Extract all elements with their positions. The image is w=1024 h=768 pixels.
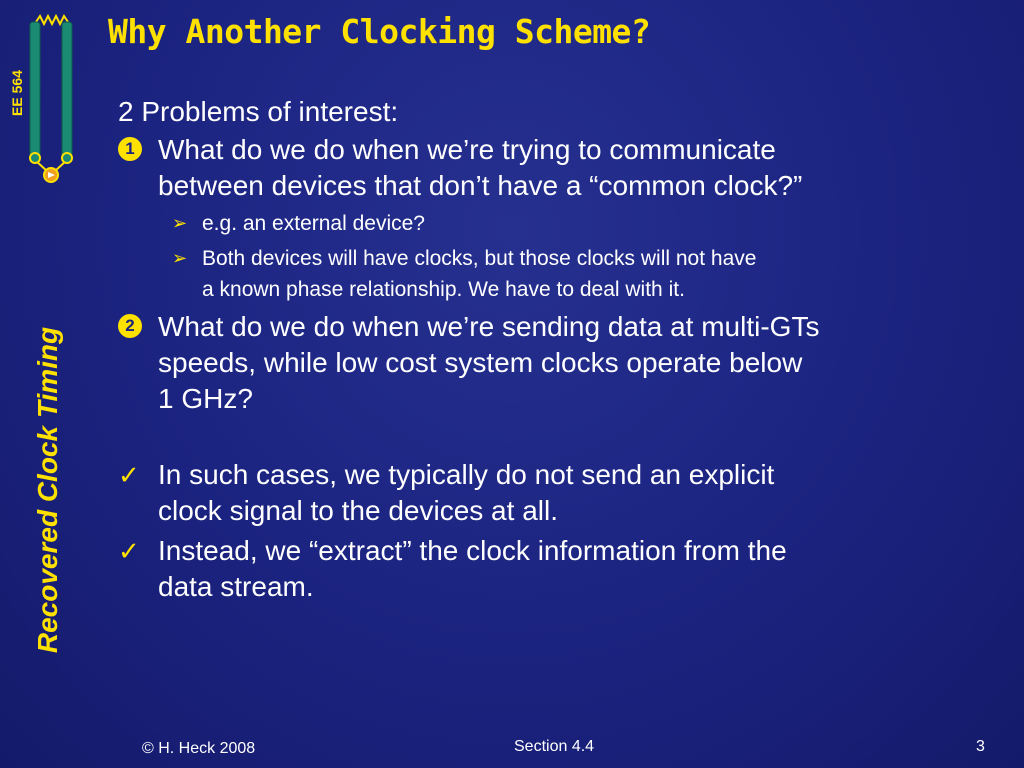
- transmission-line-logo-icon: [22, 10, 80, 190]
- circled-number-one-icon: 1: [118, 137, 142, 161]
- conclusion-text-line: Instead, we “extract” the clock information from the: [158, 535, 787, 566]
- footer-copyright: © H. Heck 2008: [142, 740, 256, 757]
- sub-item-text-line: Both devices will have clocks, but those clocks will not have: [202, 247, 757, 270]
- problem-text-line: What do we do when we’re sending data at multi-GTs: [158, 311, 820, 342]
- slide-title: Why Another Clocking Scheme?: [108, 12, 651, 51]
- arrow-bullet-icon: ➢: [172, 248, 188, 268]
- slide-body: [118, 94, 998, 605]
- page-number: 3: [976, 738, 985, 755]
- section-side-title: Recovered Clock Timing: [32, 326, 63, 654]
- problem-text-line: What do we do when we’re trying to communicate: [158, 134, 776, 165]
- conclusion-text-line: data stream.: [158, 571, 314, 602]
- problem-item: [118, 132, 998, 204]
- problem-item: [118, 309, 998, 417]
- checkmark-icon: ✓: [118, 460, 140, 490]
- spacer: [118, 417, 998, 457]
- footer-section: Section 4.4: [514, 738, 595, 755]
- sub-item-text-line: a known phase relationship. We have to deal with it.: [202, 278, 685, 301]
- circled-number-two-icon: 2: [118, 314, 142, 338]
- arrow-bullet-icon: ➢: [172, 213, 188, 233]
- course-label: EE 564: [9, 70, 25, 116]
- conclusion-text-line: clock signal to the devices at all.: [158, 495, 558, 526]
- checkmark-icon: ✓: [118, 536, 140, 566]
- intro-text: 2 Problems of interest:: [118, 96, 399, 127]
- sub-item-text: e.g. an external device?: [202, 212, 425, 235]
- problem-text-line: 1 GHz?: [158, 383, 253, 414]
- conclusion-item: [118, 457, 998, 529]
- problem-text-line: speeds, while low cost system clocks operate below: [158, 347, 803, 378]
- conclusion-text-line: In such cases, we typically do not send an explicit: [158, 459, 775, 490]
- conclusion-item: [118, 533, 998, 605]
- problem-text-line: between devices that don’t have a “common clock?”: [158, 170, 803, 201]
- sub-item: [118, 243, 998, 305]
- sub-item: [118, 208, 998, 239]
